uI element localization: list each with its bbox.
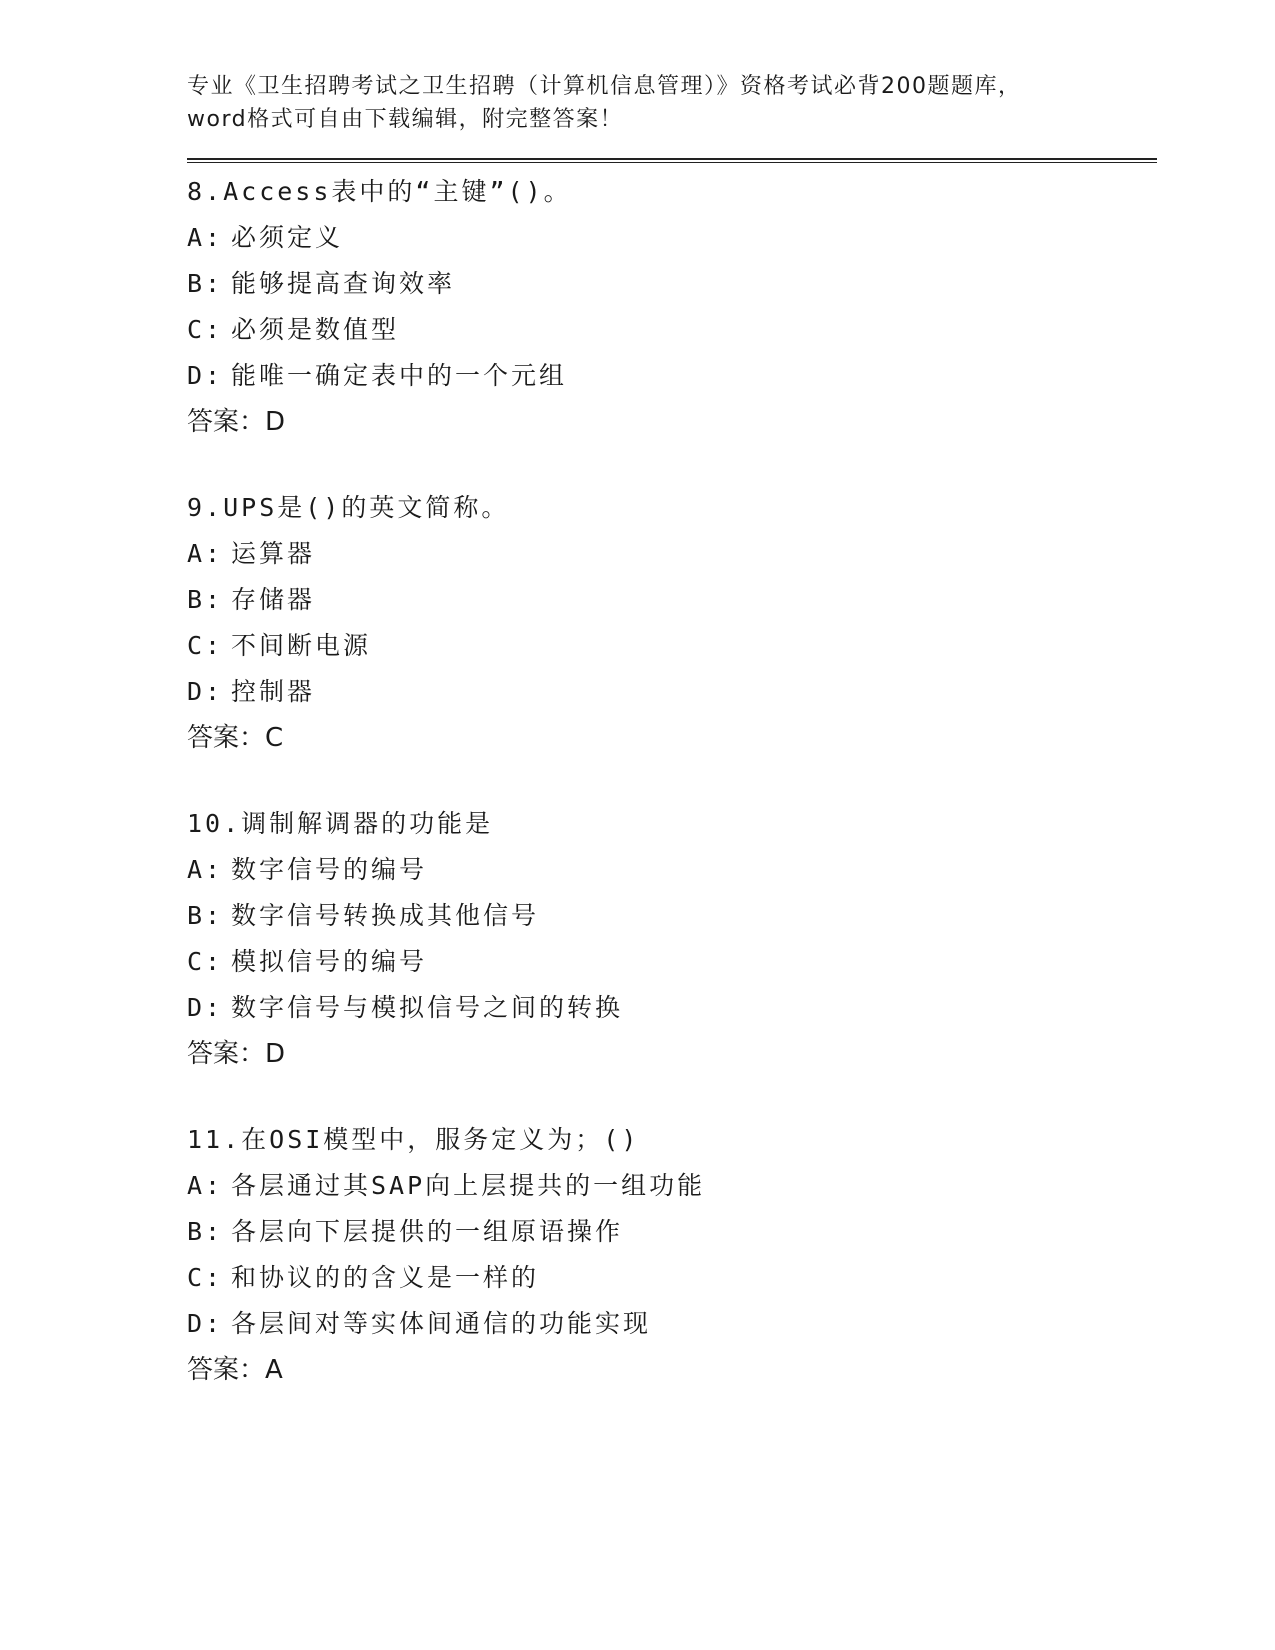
question-block	[187, 801, 1157, 1077]
question-stem: 11.在OSI模型中，服务定义为；()	[187, 1125, 640, 1154]
answer-value: A	[265, 1355, 283, 1385]
option-c	[187, 1255, 1157, 1301]
option-b	[187, 1209, 1157, 1255]
option-key: B:	[187, 585, 224, 614]
header-divider	[187, 158, 1157, 163]
question-block	[187, 169, 1157, 445]
answer-line	[187, 1031, 1157, 1077]
option-text: 必须定义	[231, 223, 344, 252]
answer-line	[187, 1347, 1157, 1393]
document-page	[187, 70, 1157, 1433]
divider-thin	[187, 162, 1157, 163]
option-text: 模拟信号的编号	[231, 947, 428, 976]
divider-thick	[187, 158, 1157, 160]
option-b	[187, 893, 1157, 939]
answer-label: 答案：	[187, 407, 266, 437]
answer-label: 答案：	[187, 1355, 266, 1385]
option-key: C:	[187, 631, 224, 660]
answer-value: D	[265, 1039, 286, 1069]
option-text: 各层向下层提供的一组原语操作	[231, 1217, 624, 1246]
option-b	[187, 261, 1157, 307]
option-key: D:	[187, 993, 224, 1022]
answer-label: 答案：	[187, 723, 266, 753]
option-text: 运算器	[231, 539, 316, 568]
answer-value: C	[265, 723, 284, 753]
option-text: 和协议的的含义是一样的	[231, 1263, 540, 1292]
option-text: 数字信号与模拟信号之间的转换	[231, 993, 624, 1022]
question-stem: 10.调制解调器的功能是	[187, 809, 494, 838]
option-key: D:	[187, 1309, 224, 1338]
option-text: 控制器	[231, 677, 316, 706]
option-a	[187, 847, 1157, 893]
option-c	[187, 623, 1157, 669]
question-stem: 8.Access表中的“主键”()。	[187, 177, 572, 206]
option-text: 能唯一确定表中的一个元组	[231, 361, 568, 390]
answer-line	[187, 715, 1157, 761]
answer-label: 答案：	[187, 1039, 266, 1069]
option-text: 必须是数值型	[231, 315, 400, 344]
option-key: A:	[187, 539, 224, 568]
option-a	[187, 1163, 1157, 1209]
option-d	[187, 669, 1157, 715]
option-key: C:	[187, 947, 224, 976]
header-title-line-1: 专业《卫生招聘考试之卫生招聘（计算机信息管理）》资格考试必背200题题库，	[187, 74, 1022, 99]
option-key: B:	[187, 1217, 224, 1246]
option-c	[187, 307, 1157, 353]
answer-line	[187, 399, 1157, 445]
option-text: 存储器	[231, 585, 316, 614]
option-key: D:	[187, 361, 224, 390]
option-key: A:	[187, 223, 224, 252]
option-key: B:	[187, 269, 224, 298]
option-text: 各层通过其SAP向上层提共的一组功能	[231, 1171, 706, 1200]
option-b	[187, 577, 1157, 623]
answer-value: D	[265, 407, 286, 437]
option-c	[187, 939, 1157, 985]
option-key: B:	[187, 901, 224, 930]
option-a	[187, 215, 1157, 261]
option-key: A:	[187, 855, 224, 884]
option-text: 数字信号转换成其他信号	[231, 901, 540, 930]
option-key: A:	[187, 1171, 224, 1200]
option-d	[187, 1301, 1157, 1347]
option-key: C:	[187, 1263, 224, 1292]
question-block	[187, 1117, 1157, 1393]
option-text: 数字信号的编号	[231, 855, 428, 884]
question-block	[187, 485, 1157, 761]
option-text: 不间断电源	[231, 631, 372, 660]
option-key: D:	[187, 677, 224, 706]
question-stem: 9.UPS是()的英文简称。	[187, 493, 510, 522]
option-d	[187, 353, 1157, 399]
option-d	[187, 985, 1157, 1031]
header-title-line-2: word格式可自由下载编辑，附完整答案！	[187, 107, 624, 132]
option-text: 各层间对等实体间通信的功能实现	[231, 1309, 652, 1338]
option-a	[187, 531, 1157, 577]
option-key: C:	[187, 315, 224, 344]
option-text: 能够提高查询效率	[231, 269, 456, 298]
